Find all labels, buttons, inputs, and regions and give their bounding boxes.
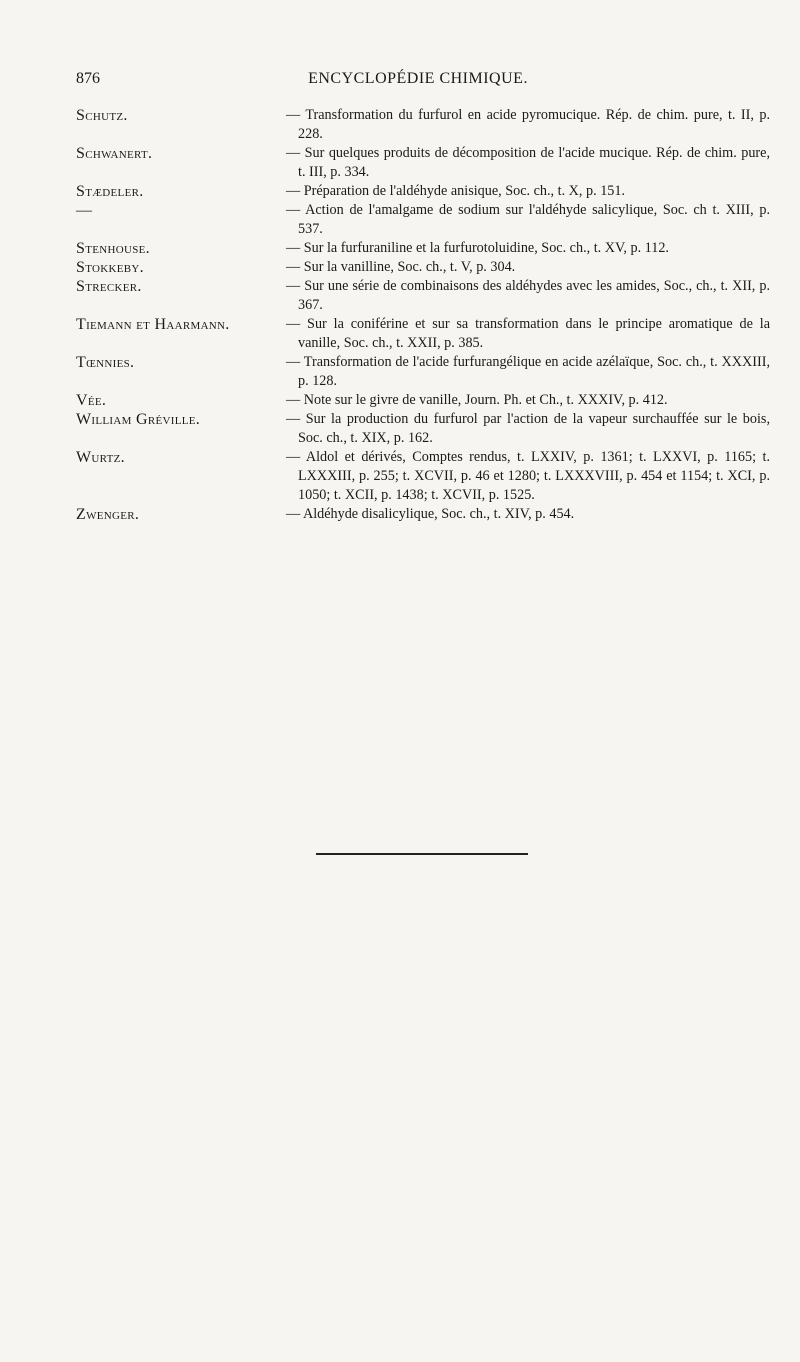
entry-author: Stokkeby. bbox=[76, 259, 144, 276]
entry-text: — Note sur le givre de vanille, Journ. Ph. et Ch., t. XXXIV, p. 412. bbox=[286, 392, 668, 408]
entry-author: Stenhouse. bbox=[76, 240, 150, 257]
bibliography-entry bbox=[76, 201, 770, 239]
bibliography-entry bbox=[76, 353, 770, 391]
page-number: 876 bbox=[76, 70, 100, 87]
entry-author: Wurtz. bbox=[76, 449, 125, 466]
entry-author: Strecker. bbox=[76, 278, 142, 295]
entry-text: — Aldol et dérivés, Comptes rendus, t. LXXIV, p. 1361; t. LXXVI, p. 1165; t. LXXXIII, p. 255; t. XCVII, p. 46 et 1280; t. LXXXVIII, p. 454 et 1154; t. XCI, p. 1050; t. XCII, p. 1438; t. XCVII, p. 1525. bbox=[286, 449, 770, 503]
bibliography-entry bbox=[76, 239, 770, 258]
entry-author: Tiemann et Haarmann. bbox=[76, 316, 230, 333]
entry-author: Zwenger. bbox=[76, 506, 140, 523]
entry-author: Tœnnies. bbox=[76, 354, 135, 371]
entry-author: — bbox=[76, 202, 93, 219]
entry-text: — Préparation de l'aldéhyde anisique, Soc. ch., t. X, p. 151. bbox=[286, 183, 626, 199]
bibliography-entry bbox=[76, 391, 770, 410]
running-title: ENCYCLOPÉDIE CHIMIQUE. bbox=[308, 70, 528, 87]
entry-text: — Sur quelques produits de décomposition de l'acide mucique. Rép. de chim. pure, t. III, p. 334. bbox=[286, 145, 770, 180]
entry-text: — Sur la furfuraniline et la furfurotoluidine, Soc. ch., t. XV, p. 112. bbox=[286, 240, 669, 256]
entry-text: — Transformation de l'acide furfurangélique en acide azélaïque, Soc. ch., t. XXXIII, p. 128. bbox=[286, 354, 770, 389]
bibliography-list bbox=[76, 106, 770, 524]
entry-text: — Aldéhyde disalicylique, Soc. ch., t. XIV, p. 454. bbox=[286, 506, 575, 522]
entry-author: Schutz. bbox=[76, 107, 128, 124]
entry-author: Stædeler. bbox=[76, 183, 144, 200]
entry-text: — Sur une série de combinaisons des aldéhydes avec les amides, Soc., ch., t. XII, p. 367. bbox=[286, 278, 770, 313]
bibliography-entry bbox=[76, 448, 770, 505]
entry-text: — Sur la production du furfurol par l'action de la vapeur surchauffée sur le bois, Soc. ch., t. XIX, p. 162. bbox=[286, 411, 770, 446]
page-header bbox=[76, 70, 760, 92]
section-divider bbox=[316, 853, 528, 855]
bibliography-entry bbox=[76, 258, 770, 277]
bibliography-entry bbox=[76, 315, 770, 353]
bibliography-entry bbox=[76, 277, 770, 315]
entry-text: — Action de l'amalgame de sodium sur l'aldéhyde salicylique, Soc. ch t. XIII, p. 537. bbox=[286, 202, 770, 237]
bibliography-entry bbox=[76, 106, 770, 144]
entry-author: Vée. bbox=[76, 392, 107, 409]
entry-author: William Gréville. bbox=[76, 411, 201, 428]
bibliography-entry bbox=[76, 182, 770, 201]
entry-text: — Transformation du furfurol en acide pyromucique. Rép. de chim. pure, t. II, p. 228. bbox=[286, 107, 770, 142]
bibliography-entry bbox=[76, 505, 770, 524]
entry-author: Schwanert. bbox=[76, 145, 153, 162]
entry-text: — Sur la coniférine et sur sa transformation dans le principe aromatique de la vanille, Soc. ch., t. XXII, p. 385. bbox=[286, 316, 770, 351]
bibliography-entry bbox=[76, 144, 770, 182]
bibliography-entry bbox=[76, 410, 770, 448]
entry-text: — Sur la vanilline, Soc. ch., t. V, p. 304. bbox=[286, 259, 516, 275]
